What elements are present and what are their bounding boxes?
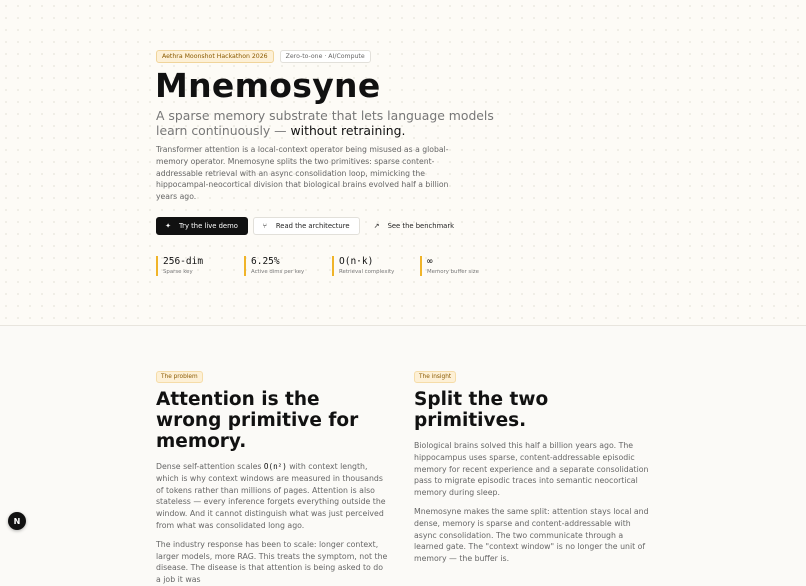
stats-row — [156, 256, 508, 276]
stat-active-dims — [244, 256, 332, 276]
section-tag: The problem — [156, 371, 203, 383]
complexity-code: O(n²) — [263, 462, 287, 471]
stat-label: Sparse key — [163, 269, 193, 275]
stat-sparse-key — [156, 256, 244, 276]
tagline-lead: A sparse memory substrate that lets language models learn continuously — — [156, 108, 494, 138]
read-architecture-label: Read the architecture — [275, 222, 350, 230]
stat-value: 6.25% — [251, 256, 280, 267]
section-tag: The insight — [414, 371, 456, 383]
stat-memory-buffer — [420, 256, 508, 276]
paragraph-text: with context length, which is why context windows are measured in thousands of tokens rather than millions of pages. Attention is also stateless — every inference forgets everything outside the window. And it cannot distinguish what was just perceived from what was consolidated long ago. — [156, 462, 386, 530]
stat-value: ∞ — [427, 256, 433, 267]
framework-badge-button[interactable]: N — [8, 512, 26, 530]
hero-tagline — [156, 108, 506, 138]
tagline-emphasis: without retraining. — [290, 123, 406, 138]
section-title: Attention is the wrong primitive for memory. — [156, 389, 359, 452]
page-title: Mnemosyne — [155, 66, 381, 105]
stat-retrieval-complexity — [332, 256, 420, 276]
insight-section — [414, 363, 654, 565]
see-benchmark-button[interactable] — [365, 217, 465, 235]
sparkle-icon: ✦ — [165, 222, 171, 230]
section-paragraph: The industry response has been to scale: longer context, larger models, more RAG. This treats the symptom, not the disease. The disease is that attention is being asked to do a job it was — [156, 539, 388, 585]
paragraph-text: Dense self-attention scales — [156, 462, 264, 471]
problem-section — [156, 363, 388, 586]
branch-icon: ⑂ — [262, 222, 267, 230]
event-badge: Aethra Moonshot Hackathon 2026 — [156, 50, 274, 63]
stat-label: Active dims per key — [251, 269, 305, 275]
section-paragraph: Mnemosyne makes the same split: attention stays local and dense, memory is sparse and content-addressable with async consolidation. The two communicate through a learned gate. The "context window" is no longer the unit of memory — the buffer is. — [414, 506, 649, 564]
section-title: Split the two primitives. — [414, 389, 549, 431]
stat-value: O(n·k) — [339, 256, 374, 267]
category-badge: Zero-to-one · AI/Compute — [280, 50, 371, 63]
try-demo-button[interactable] — [156, 217, 248, 235]
stat-label: Retrieval complexity — [339, 269, 395, 275]
trending-up-icon: ↗ — [373, 222, 380, 230]
try-demo-label: Try the live demo — [179, 222, 238, 230]
cta-group — [156, 217, 464, 235]
hero-badges — [156, 50, 371, 63]
stat-value: 256-dim — [163, 256, 204, 267]
stat-label: Memory buffer size — [427, 269, 479, 275]
see-benchmark-label: See the benchmark — [387, 222, 455, 230]
section-paragraph: Biological brains solved this half a billion years ago. The hippocampus uses sparse, content-addressable episodic memory for recent experience and a separate consolidation pass to migrate episodic traces into semantic neocortical memory during sleep. — [414, 441, 649, 498]
read-architecture-button[interactable] — [253, 217, 360, 235]
section-paragraph — [156, 461, 388, 532]
hero-intro: Transformer attention is a local-context operator being misused as a global-memory operator. Mnemosyne splits the two primitives: sparse content-addressable retrieval with an async consolidation loop, mimicking the hippocampal-neocortical division that biological brains evolved half a billion years ago. — [156, 145, 449, 202]
